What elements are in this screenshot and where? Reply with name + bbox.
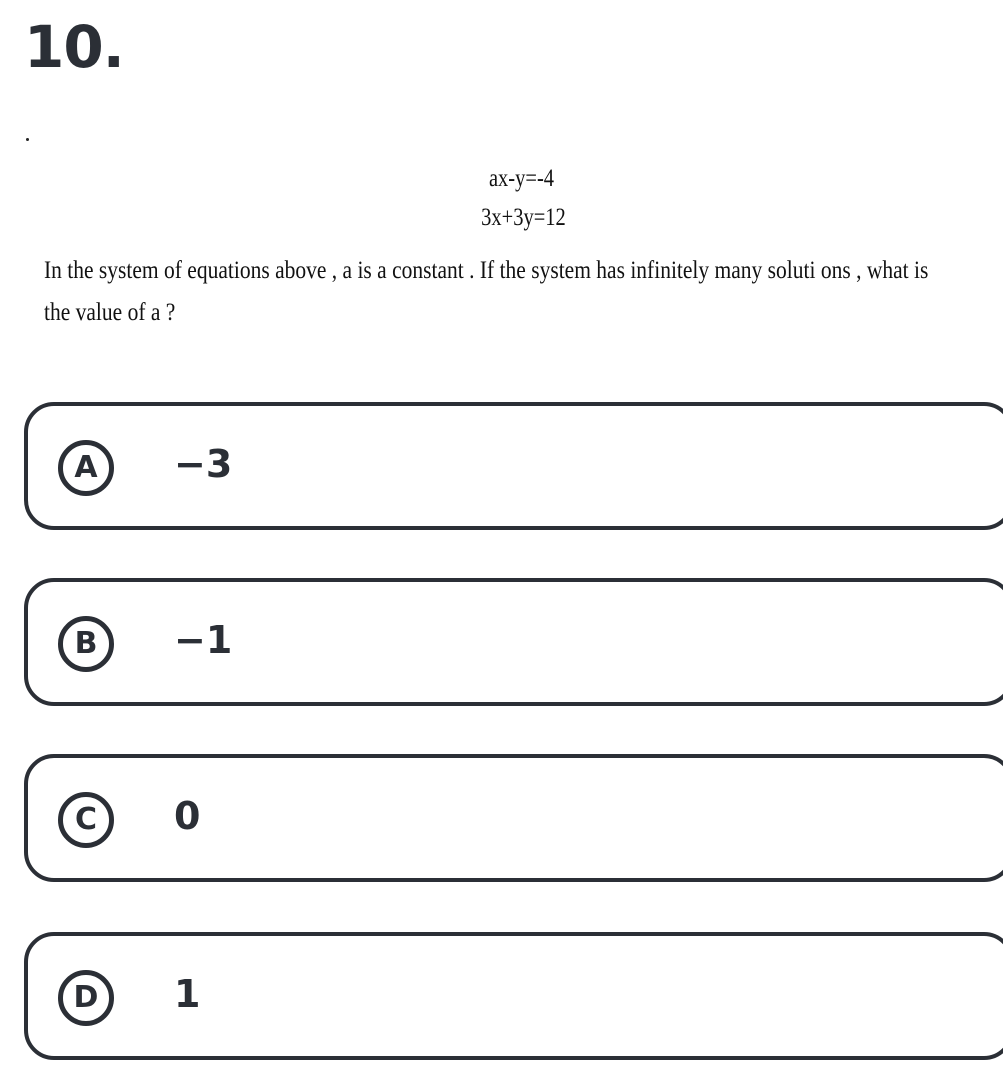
option-letter-c: C xyxy=(58,792,114,848)
option-b[interactable] xyxy=(24,578,1003,706)
stray-mark xyxy=(26,138,29,141)
option-a[interactable] xyxy=(24,402,1003,530)
option-value-b: −1 xyxy=(174,618,233,662)
option-letter-a: A xyxy=(58,440,114,496)
equation-2: 3x+3y=12 xyxy=(481,204,566,231)
equation-1: ax-y=-4 xyxy=(488,165,555,192)
option-letter-d: D xyxy=(58,970,114,1026)
question-stem: In the system of equations above , a is a constant . If the system has infinitely many soluti ons , what is the value of a ? xyxy=(44,257,929,326)
question-number: 10. xyxy=(24,13,124,81)
option-value-c: 0 xyxy=(174,794,201,838)
option-value-a: −3 xyxy=(174,442,233,486)
option-d[interactable] xyxy=(24,932,1003,1060)
option-value-d: 1 xyxy=(174,972,201,1016)
option-letter-b: B xyxy=(58,616,114,672)
option-c[interactable] xyxy=(24,754,1003,882)
